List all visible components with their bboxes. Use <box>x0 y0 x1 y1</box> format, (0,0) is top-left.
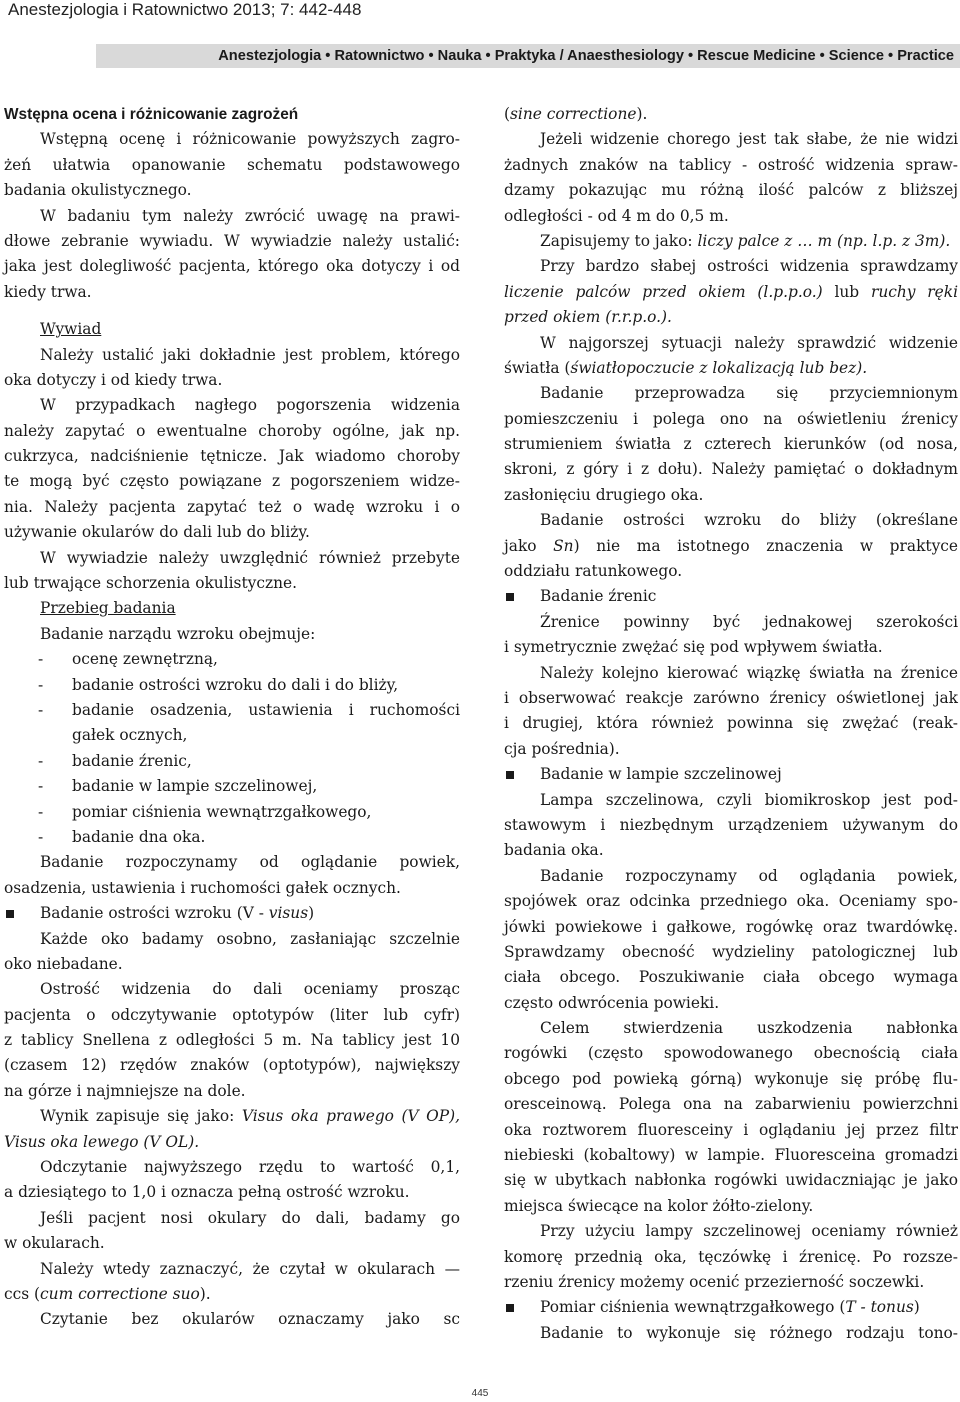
bullet-text-end: ) <box>308 904 315 923</box>
paragraph-line: kiedy trwa. <box>4 282 92 301</box>
text-run-italic: ruchy ręki <box>870 282 958 301</box>
subheading-text: Przebieg badania <box>40 599 176 618</box>
text-run-italic: liczenie palców przed okiem (l.p.p.o.) <box>504 282 823 301</box>
paragraph-line: Ostrość widzenia do dali oceniamy prosząc <box>40 980 460 999</box>
paragraph-line: rogówki (często spowodowanego obecnością ciała <box>504 1044 958 1063</box>
paragraph-line: te mogą być często powiązane z pogorszeniem widze- <box>4 472 460 491</box>
paragraph-line: Należy kolejno kierować wiązkę światła na źrenice <box>540 663 958 682</box>
paragraph-line: ciała obcego. Poszukiwanie ciała obcego wymaga <box>504 968 958 987</box>
paragraph-line: Przy bardzo słabej ostrości widzenia sprawdzamy <box>540 257 958 276</box>
text-run: Zapisujemy to jako: <box>540 231 698 250</box>
text-run-italic: Visus oka prawego (V OP), <box>241 1107 460 1126</box>
paragraph-line: Lampa szczelinowa, czyli biomikroskop jest pod- <box>540 790 958 809</box>
text-run-italic: liczy palce z … m (np. l.p. z 3m). <box>697 231 951 250</box>
paragraph-line: przed okiem (r.r.p.o.). <box>504 308 672 327</box>
paragraph-line: oddziału ratunkowego. <box>504 562 683 581</box>
paragraph-line: Badanie ostrości wzroku do bliży (określane <box>540 511 958 530</box>
subheading-text: Wywiad <box>40 320 102 339</box>
paragraph-line: się w ubytkach nabłonka rogówki uwidaczniając je jako <box>504 1171 958 1190</box>
subheading-wywiad <box>4 317 460 342</box>
list-item: - badanie dna oka. <box>4 825 460 850</box>
paragraph-line: skroni, z góry i z dołu). Należy pamiętać o dokładnym <box>504 460 958 479</box>
list-item: - ocenę zewnętrzną, <box>4 647 460 672</box>
paragraph-line: Źrenice powinny być jednakowej szerokości <box>540 612 958 631</box>
text-run: Wynik zapisuje się jako: <box>40 1107 242 1126</box>
paragraph-line: Visus oka lewego (V OL). <box>4 1132 200 1151</box>
paragraph-line <box>4 1282 460 1307</box>
text-run: ccs ( <box>4 1284 41 1303</box>
paragraph-line: Czytanie bez okularów oznaczamy jako sc <box>40 1310 460 1329</box>
text-run: ( <box>504 105 511 123</box>
paragraph-line: Przy użyciu lampy szczelinowej oceniamy również <box>540 1222 958 1241</box>
text-run-italic: sine correctione <box>510 105 637 123</box>
paragraph-line: Należy ustalić jaki dokładnie jest problem, którego <box>40 345 460 364</box>
paragraph-line: Celem stwierdzenia uszkodzenia nabłonka <box>540 1019 958 1038</box>
paragraph-line: jaka jest dolegliwość pacjenta, którego oka dotyczy i od <box>4 257 460 276</box>
text-run: ) nie ma istotnego znaczenia w praktyce <box>573 536 959 555</box>
left-column <box>4 102 460 1333</box>
paragraph-line <box>504 280 958 305</box>
text-run-italic: światłopoczucie z lokalizacją lub bez). <box>570 358 868 377</box>
paragraph-line <box>504 102 958 127</box>
section-heading: Wstępna ocena i różnicowanie zagrożeń <box>4 106 299 123</box>
paragraph-line: stawowym i niezbędnym urządzeniem używanym do <box>504 815 958 834</box>
list-item: - pomiar ciśnienia wewnątrzgałkowego, <box>4 800 460 825</box>
paragraph-line: lub trwające schorzenia okulistyczne. <box>4 574 297 593</box>
paragraph-line: oka dotyczy i od kiedy trwa. <box>4 370 223 389</box>
text-run: ). <box>199 1284 211 1303</box>
bullet-text: Pomiar ciśnienia wewnątrzgałkowego ( <box>540 1298 846 1317</box>
bullet-text-italic: T - tonus <box>845 1298 914 1317</box>
paragraph-line: W najgorszej sytuacji należy sprawdzić widzenie <box>540 333 958 352</box>
paragraph-line: dzamy pokazując mu różną ilość palców z bliższej <box>504 181 958 200</box>
bullet-text: Badanie ostrości wzroku (V - <box>40 904 269 923</box>
paragraph-line: nia. Należy pacjenta zapytać też o wadę wzroku i o <box>4 497 460 516</box>
paragraph-line: w okularach. <box>4 1234 105 1253</box>
page-number: 445 <box>471 1388 489 1399</box>
text-run-italic: cum correctione suo <box>40 1284 200 1303</box>
text-run-italic: Sn <box>553 536 574 555</box>
paragraph-line: zasłonięciu drugiego oka. <box>504 485 704 504</box>
bullet-item: Badanie źrenic <box>504 584 958 609</box>
paragraph-line: używanie okularów do dali lub do bliży. <box>4 523 310 542</box>
paragraph-line: często odwrócenia powieki. <box>504 993 720 1012</box>
paragraph-line: oka roztworem fluoresceiny i oglądaniu jej przez filtr <box>504 1120 958 1139</box>
paragraph-line: osadzenia, ustawienia i ruchomości gałek ocznych. <box>4 878 401 897</box>
paragraph-line: Jeśli pacjent nosi okulary do dali, badamy go <box>40 1208 460 1227</box>
bullet-item: Badanie w lampie szczelinowej <box>504 762 958 787</box>
paragraph-line: Badanie narządu wzroku obejmuje: <box>40 624 316 643</box>
paragraph-line: i drugiej, która również powinna się zwężać (reak- <box>504 714 958 733</box>
paragraph-line: cukrzyca, nadciśnienie tętnicze. Jak wiadomo choroby <box>4 447 460 466</box>
paragraph-line: miejsca świecące na kolor żółto-zielony. <box>504 1196 814 1215</box>
bullet-text-italic: visus <box>268 904 309 923</box>
paragraph-line: dłowe zebranie wywiadu. W wywiadzie należy ustalić: <box>4 231 460 250</box>
list-item: - badanie osadzenia, ustawienia i ruchomości <box>4 698 460 723</box>
paragraph-line: rzeniu źrenicy możemy ocenić przezierność soczewki. <box>504 1272 925 1291</box>
text-run: ). <box>636 105 648 123</box>
paragraph-line: obcego pod powieką górną) wykonuje się próbę flu- <box>504 1069 958 1088</box>
text-run: lub <box>822 282 871 301</box>
paragraph-line: spojówek oraz odcinka przedniego oka. Oceniamy spo- <box>504 892 958 911</box>
list-item: - badanie ostrości wzroku do dali i do bliży, <box>4 673 460 698</box>
paragraph-line: z tablicy Snellena z odległości 5 m. Na tablicy jest 10 <box>4 1031 460 1050</box>
paragraph-line: W przypadkach nagłego pogorszenia widzenia <box>40 396 460 415</box>
paragraph-line: W badaniu tym należy zwrócić uwagę na prawi- <box>40 206 460 225</box>
paragraph-line <box>504 534 958 559</box>
text-run: światła ( <box>504 358 571 377</box>
bullet-text-end: ) <box>913 1298 920 1317</box>
paragraph-line: Badanie rozpoczynamy od oglądanie powiek, <box>40 853 460 872</box>
text-run: jako <box>504 536 554 555</box>
bullet-item <box>4 901 460 926</box>
paragraph-line: Należy wtedy zaznaczyć, że czytał w okularach — <box>40 1259 460 1278</box>
paragraph-line: W wywiadzie należy uwzględnić również przebyte <box>40 548 460 567</box>
paragraph-line: (czasem 12) rzędów znaków (optotypów), największy <box>4 1056 460 1075</box>
list-item-continuation: gałek ocznych, <box>72 726 188 745</box>
paragraph-line: badania okulistycznego. <box>4 181 192 200</box>
paragraph-line: należy zapytać o ewentualne choroby ogólne, jak np. <box>4 421 460 440</box>
paragraph-line: oresceinową. Polega ona na zabarwieniu powierzchni <box>504 1095 958 1114</box>
paragraph-line: niebieski (kobaltowy) w lampie. Fluoresceina gromadzi <box>504 1146 958 1165</box>
paragraph-line: Jeżeli widzenie chorego jest tak słabe, że nie widzi <box>540 130 958 149</box>
paragraph-line: Wstępną ocenę i różnicowanie powyższych zagro- <box>40 130 460 149</box>
paragraph-line: żeń ułatwia opanowanie schematu podstawowego <box>4 155 460 174</box>
paragraph-line: na górze i najmniejsze na dole. <box>4 1081 246 1100</box>
paragraph-line: i symetrycznie zwężać się pod wpływem światła. <box>504 638 883 657</box>
right-column <box>504 102 958 1346</box>
subheading-przebieg <box>4 596 460 621</box>
list-item: - badanie źrenic, <box>4 749 460 774</box>
paragraph-line: strumieniem światła z czterech kierunków (od nosa, <box>504 435 958 454</box>
journal-reference: Anestezjologia i Ratownictwo 2013; 7: 442-448 <box>8 0 362 19</box>
paragraph-line: Każde oko badamy osobno, zasłaniając szczelnie <box>40 929 460 948</box>
paragraph-line: pomieszczeniu i polega ono na oświetleniu źrenicy <box>504 409 958 428</box>
paragraph-line: Odczytanie najwyższego rzędu to wartość 0,1, <box>40 1158 460 1177</box>
paragraph-line: badania oka. <box>504 841 604 860</box>
paragraph-line: Badanie rozpoczynamy od oglądania powiek, <box>540 866 958 885</box>
paragraph-line: i obserwować reakcje zarówno źrenicy oświetlonej jak <box>504 688 958 707</box>
paragraph-line: jówki powiekowe i gałkowe, rogówkę oraz twardówkę. <box>504 917 958 936</box>
paragraph-line <box>504 356 958 381</box>
paragraph-line: odległości - od 4 m do 0,5 m. <box>504 206 729 225</box>
paragraph-line: oko niebadane. <box>4 954 123 973</box>
list-item: - badanie w lampie szczelinowej, <box>4 774 460 799</box>
paragraph-line: Badanie przeprowadza się przyciemnionym <box>540 384 958 403</box>
paragraph-line: żadnych znaków na tablicy - ostrość widzenia spraw- <box>504 155 958 174</box>
paragraph-line: cja pośrednia). <box>504 739 620 758</box>
journal-banner: Anestezjologia • Ratownictwo • Nauka • Praktyka / Anaesthesiology • Rescue Medicine • Science • Practice <box>96 44 960 68</box>
paragraph-line: a dziesiątego to 1,0 i oznacza pełną ostrość wzroku. <box>4 1183 410 1202</box>
paragraph-line <box>504 229 958 254</box>
paragraph-line <box>4 1104 460 1129</box>
paragraph-line: komorę przednią oka, tęczówkę i źrenicę. Po rozsze- <box>504 1247 958 1266</box>
paragraph-line: Sprawdzamy obecność wydzieliny patologicznej lub <box>504 942 958 961</box>
paragraph-line: Badanie to wykonuje się różnego rodzaju tono- <box>540 1323 958 1342</box>
bullet-item <box>504 1295 958 1320</box>
paragraph-line: pacjenta o odczytywanie optotypów (liter lub cyfr) <box>4 1005 460 1024</box>
